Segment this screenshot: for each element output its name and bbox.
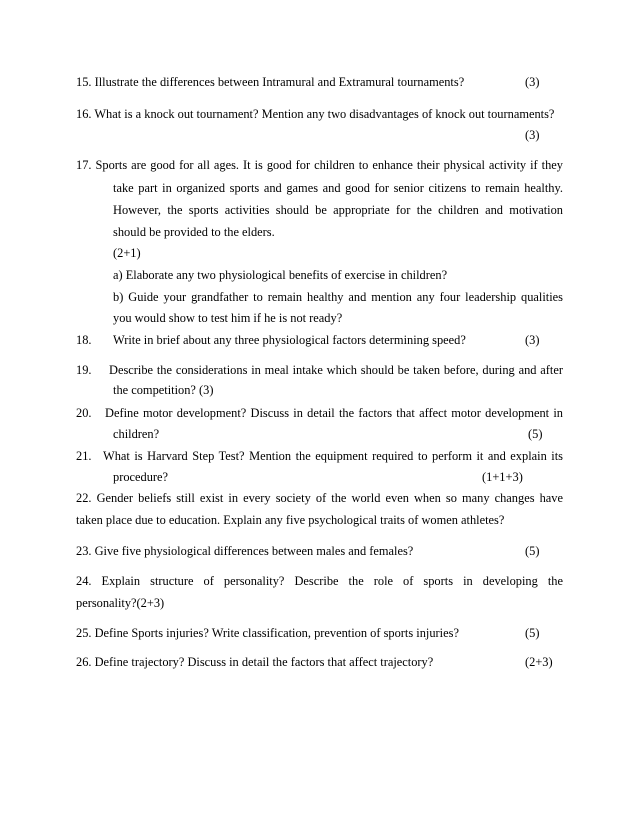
question-23-marks: (5) [525, 544, 540, 558]
question-22-line-1: 22. Gender beliefs still exist in every society of the world even when so many changes have [76, 491, 563, 505]
question-17-part-b-line-1: b) Guide your grandfather to remain healthy and mention any four leadership qualities [113, 290, 563, 304]
question-19-line-2: the competition? (3) [113, 383, 214, 397]
question-18-text: Write in brief about any three physiological factors determining speed? [113, 333, 466, 347]
question-20-line-2: children? [113, 427, 160, 441]
question-16-marks: (3) [525, 128, 540, 142]
question-20-marks: (5) [528, 427, 543, 441]
question-21-line-2: procedure? [113, 470, 169, 484]
question-22-line-2: taken place due to education. Explain any five psychological traits of women athletes? [76, 513, 505, 527]
question-24-line-1: 24. Explain structure of personality? Describe the role of sports in developing the [76, 574, 563, 588]
question-21-line-1: What is Harvard Step Test? Mention the equipment required to perform it and explain its [103, 449, 563, 463]
question-17-marks: (2+1) [113, 246, 141, 260]
question-21-number: 21. [76, 449, 92, 463]
question-25-marks: (5) [525, 626, 540, 640]
question-17-line-2: take part in organized sports and games and good for senior citizens to remain healthy. [113, 181, 563, 195]
question-17-part-b-line-2: you would show to test him if he is not ready? [113, 311, 343, 325]
question-17-line-4: should be provided to the elders. [113, 225, 275, 239]
question-15-marks: (3) [525, 75, 540, 89]
question-21-marks: (1+1+3) [482, 470, 523, 484]
question-25-text: 25. Define Sports injuries? Write classification, prevention of sports injuries? [76, 626, 459, 640]
question-19-number: 19. [76, 363, 92, 377]
question-20-line-1: Define motor development? Discuss in detail the factors that affect motor development in [105, 406, 563, 420]
question-18-marks: (3) [525, 333, 540, 347]
question-17-line-1: 17. Sports are good for all ages. It is good for children to enhance their physical activity if they [76, 158, 563, 172]
question-19-line-1: Describe the considerations in meal intake which should be taken before, during and after [109, 363, 563, 377]
question-16-text: 16. What is a knock out tournament? Mention any two disadvantages of knock out tournaments? [76, 107, 555, 121]
question-23-text: 23. Give five physiological differences between males and females? [76, 544, 414, 558]
question-24-line-2: personality?(2+3) [76, 596, 165, 610]
question-20-number: 20. [76, 406, 92, 420]
question-15-text: 15. Illustrate the differences between Intramural and Extramural tournaments? [76, 75, 465, 89]
question-17-part-a: a) Elaborate any two physiological benefits of exercise in children? [113, 268, 448, 282]
question-18-number: 18. [76, 333, 92, 347]
question-26-marks: (2+3) [525, 655, 553, 669]
question-17-line-3: However, the sports activities should be appropriate for the children and motivation [113, 203, 563, 217]
question-26-text: 26. Define trajectory? Discuss in detail the factors that affect trajectory? [76, 655, 434, 669]
